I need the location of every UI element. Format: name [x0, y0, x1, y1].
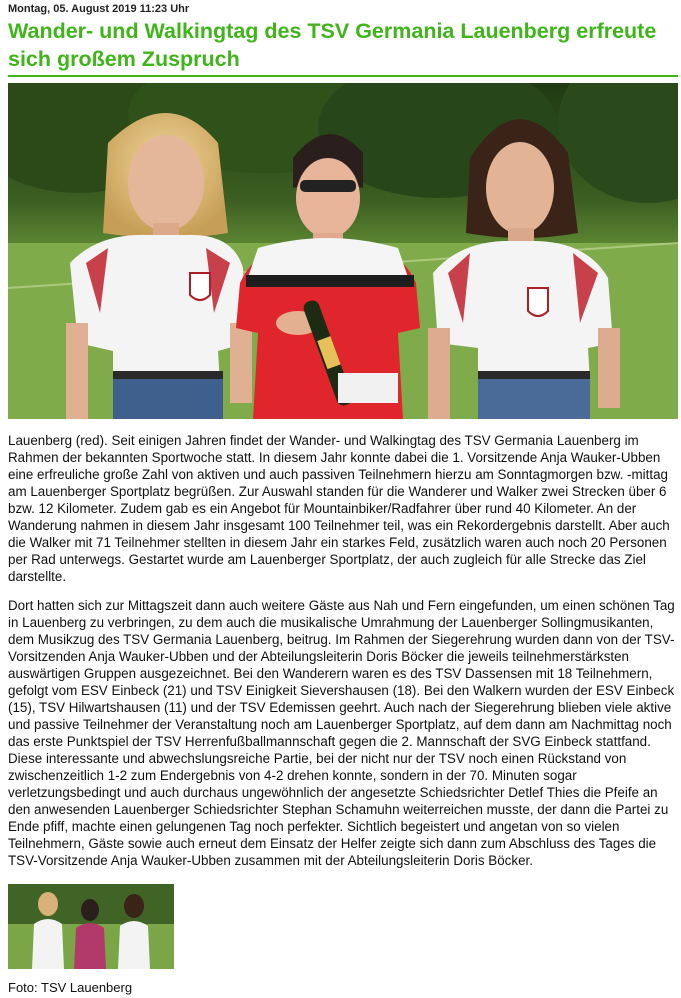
title-divider	[8, 75, 678, 77]
article-body	[8, 432, 680, 881]
main-photo[interactable]	[8, 83, 678, 419]
paragraph-1: Lauenberg (red). Seit einigen Jahren findet der Wander- und Walkingtag des TSV Germania Lauenberg im Rahmen der bekannten Sportwoche statt. In diesem Jahr konnte dabei die 1. Vorsitzende Anja Wauker-Ubben eine erfreuliche große Zahl von aktiven und auch passiven Teilnehmern hierzu am Sonntagmorgen bzw. -mittag am Lauenberger Sportplatz begrüßen. Zur Auswahl standen für die Wanderer und Walker zwei Strecken über 6 bzw. 12 Kilometer. Zudem gab es ein Angebot für Mountainbiker/Radfahrer über rund 40 Kilometer. An der Wanderung nahmen in diesem Jahr insgesamt 100 Teilnehmer teil, was ein Rekordergebnis darstellt. Aber auch die Walker mit 71 Teilnehmer stellten in diesem Jahr ein starkes Feld, zusätzlich waren auch noch 20 Personen per Rad unterwegs. Gestartet wurde am Lauenberger Sportplatz, der auch zugleich für alle Strecke das Ziel darstellte.	[8, 433, 670, 584]
paragraph-2: Dort hatten sich zur Mittagszeit dann auch weitere Gäste aus Nah und Fern eingefunden, um einen schönen Tag in Lauenberg zu verbringen, zu dem auch die musikalische Umrahmung der Lauenberger Sollingmusikanten, dem Musikzug des TSV Germania Lauenberg, beitrug. Im Rahmen der Siegerehrung wurden dann von der TSV-Vorsitzenden Anja Wauker-Ubben und der Abteilungsleiterin Doris Böcker die jeweils teilnehmerstärksten auswärtigen Gruppen ausgezeichnet. Bei den Wanderern waren es des TSV Dassensen mit 18 Teilnehmern, gefolgt vom ESV Einbeck (21) und TSV Einigkeit Sievershausen (18). Bei den Walkern wurden der ESV Einbeck (15), TSV Hilwartshausen (11) und der TSV Edemissen geehrt. Auch nach der Siegerehrung blieben viele aktive und passive Teilnehmer der Veranstaltung noch am Lauenberger Sportplatz, auf dem dann am Nachmittag noch das erste Punktspiel der TSV Herrenfußballmannschaft gegen die 2. Mannschaft der SVG Einbeck stattfand. Diese interessante und abwechslungsreiche Partie, bei der nicht nur der TSV noch einen Rückstand von zwischenzeitlich 1-2 zum Endergebnis von 4-2 drehen konnte, sondern in der 70. Minuten sogar verletzungsbedingt und auch durchaus ungewöhnlich der angesetzte Schiedsrichter Detlef Thies die Pfeife an den anwesenden Lauenberger Schiedsrichter Stephan Schamuhn weiterreichen musste, der dann die Partei zu Ende pfiff, machte einen gelungenen Tag noch perfekter. Sichtlich begeistert und angetan von so vielen Teilnehmern, Gäste sowie auch erneut dem Einsatz der Helfer zeigte sich dann zum Abschluss des Tages die TSV-Vorsitzende Anja Wauker-Ubben zusammen mit der Abteilungsleiterin Doris Böcker.	[8, 598, 675, 868]
article-date: Montag, 05. August 2019 11:23 Uhr	[8, 3, 190, 15]
photo-credit: Foto: TSV Lauenberg	[8, 980, 133, 995]
thumbnail-photo[interactable]	[8, 884, 174, 969]
article-title: Wander- und Walkingtag des TSV Germania Lauenberg erfreute sich großem Zuspruch	[8, 19, 657, 71]
